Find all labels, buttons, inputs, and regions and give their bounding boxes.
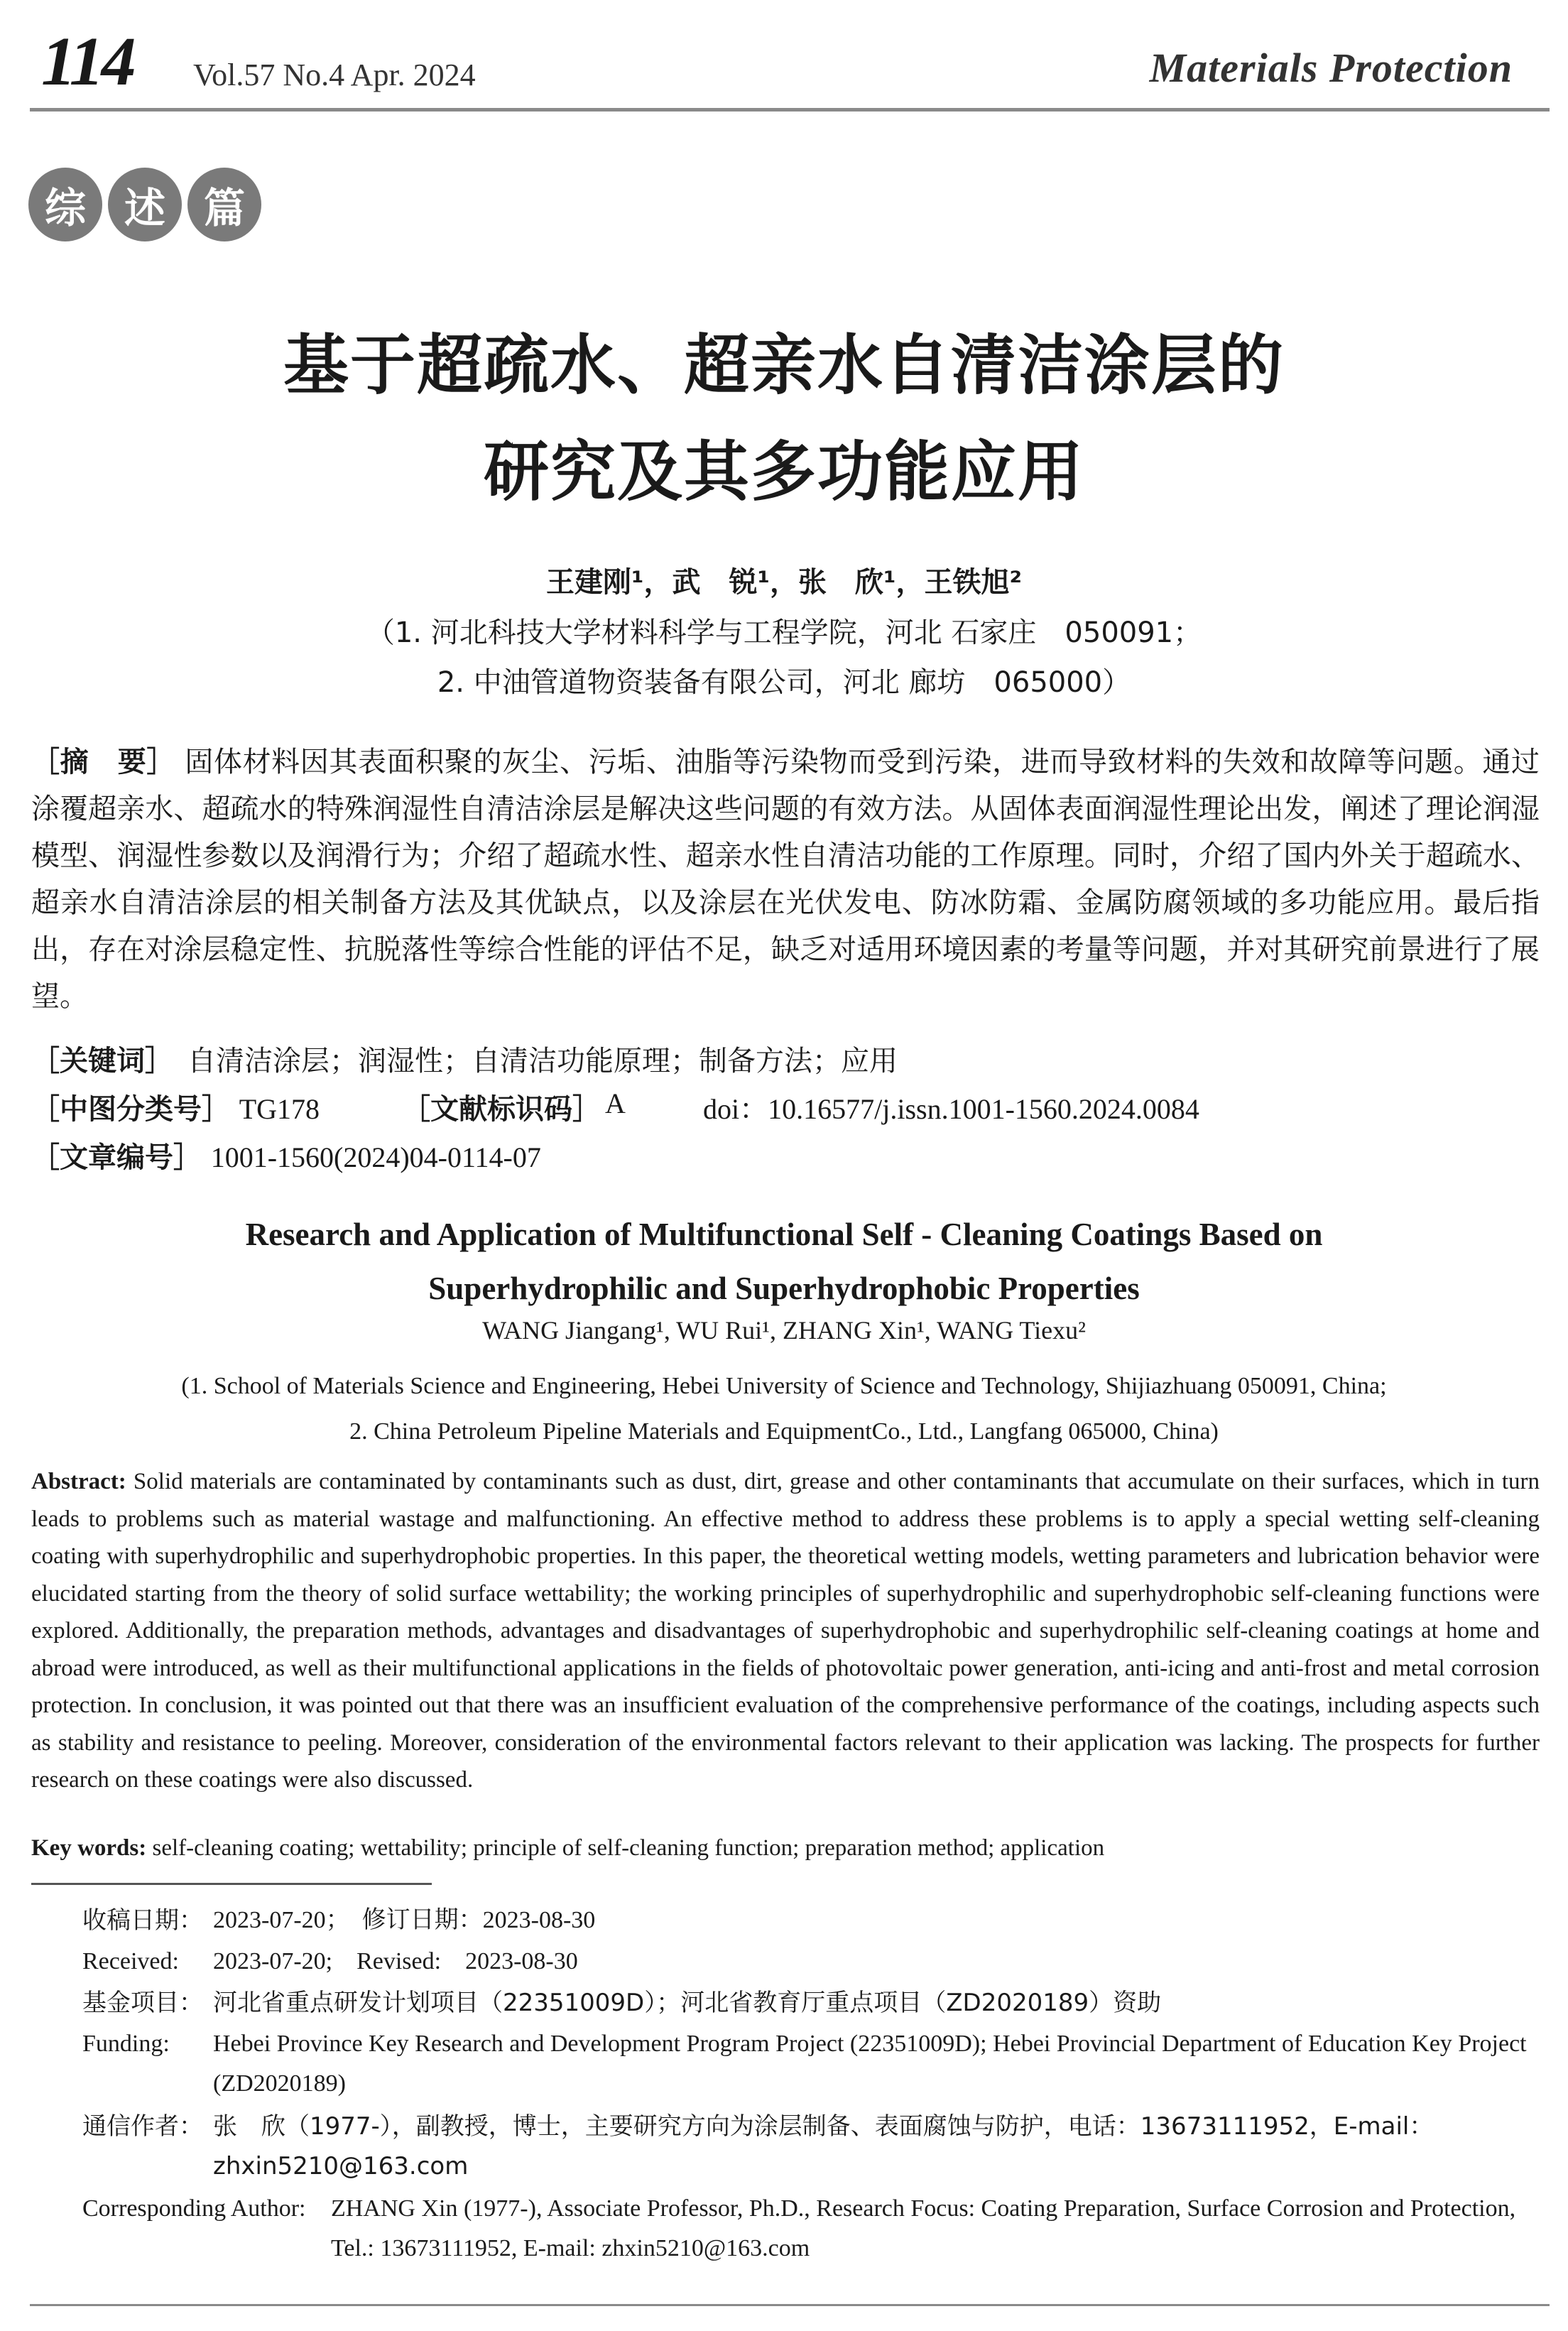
header-rule [30, 108, 1550, 112]
affiliation-en-line: (1. School of Materials Science and Engineering, Hebei University of Science and Technology, Shijiazhuang 050091, China; [181, 1373, 1387, 1399]
authors: 王建刚¹，武 锐¹，张 欣¹，王铁旭² [545, 566, 1023, 599]
received-en: 2023-07-20; Revised: 2023-08-30 [213, 1948, 578, 1974]
article-number-value: 1001-1560(2024)04-0114-07 [210, 1141, 541, 1173]
corresponding-en-label: Corresponding Author: [82, 2195, 306, 2222]
keywords-en [31, 1835, 1540, 1862]
corresponding-cn: 张 欣（1977-），副教授，博士，主要研究方向为涂层制备、表面腐蚀与防护，电话：13673111952，E-mail：zhxin5210@163.com [213, 2112, 1434, 2180]
abstract-en-label: Abstract: [31, 1469, 126, 1494]
keywords-cn-label: ［关键词］ [31, 1045, 159, 1077]
abstract-en [31, 1463, 1540, 1799]
authors-en: WANG Jiangang¹, WU Rui¹, ZHANG Xin¹, WANG Tiexu² [482, 1316, 1086, 1344]
received-en-label: Received: [82, 1948, 179, 1974]
page-number: 114 [41, 23, 134, 100]
keywords-en-label: Key words: [31, 1835, 147, 1861]
paper-title-en-line: Superhydrophilic and Superhydrophobic Properties [428, 1271, 1140, 1306]
paper-title-en-line: Research and Application of Multifunctional Self - Cleaning Coatings Based on [245, 1217, 1323, 1252]
affiliation-line: 2. 中油管道物资装备有限公司，河北 廊坊 065000） [437, 666, 1131, 699]
keywords-cn [31, 1038, 898, 1079]
paper-title-line: 基于超疏水、超亲水自清洁涂层的 [283, 327, 1285, 403]
issue-info: Vol.57 No.4 Apr. 2024 [193, 58, 476, 92]
section-badge: 综 [28, 168, 102, 241]
footnote-rule [31, 1883, 432, 1885]
doc-code-value: A [605, 1087, 626, 1119]
classification-line [31, 1087, 1540, 1127]
article-number-label: ［文章编号］ [31, 1141, 202, 1174]
paper-title-en [71, 1207, 1497, 1315]
article-number [31, 1135, 541, 1175]
funding-cn: 河北省重点研发计划项目（22351009D）；河北省教育厅重点项目（ZD2020189）资助 [213, 1989, 1162, 2017]
clc-value: TG178 [239, 1093, 320, 1125]
funding-cn-label: 基金项目： [82, 1989, 203, 2017]
clc-label: ［中图分类号］ [31, 1093, 230, 1126]
abstract-cn [31, 739, 1540, 1020]
abstract-en-text: Solid materials are contaminated by contaminants such as dust, dirt, grease and other contaminants that accumulate on their surfaces, which in turn leads to problems such as material wastage and malfunctioning. An effective method to address these problems is to apply a special wetting self-cleaning coating with superhydrophilic and superhydrophobic properties. In this paper, the theoretical wetting models, wetting parameters and lubrication behavior were elucidated starting from the theory of solid surface wettability; the working principles of superhydrophilic and superhydrophobic self-cleaning functions were explored. Additionally, the preparation methods, advantages and disadvantages of superhydrophobic and superhydrophilic self-cleaning coatings at home and abroad were introduced, as well as their multifunctional applications in the fields of photovoltaic power generation, anti-icing and anti-frost and metal corrosion protection. In conclusion, it was pointed out that there was an insufficient evaluation of the comprehensive performance of the coatings, including aspects such as stability and resistance to peeling. Moreover, consideration of the environmental factors relevant to their application was lacking. The prospects for further research on these coatings were also discussed. [31, 1469, 1540, 1793]
affiliation-en-line: 2. China Petroleum Pipeline Materials and EquipmentCo., Ltd., Langfang 065000, China) [349, 1418, 1219, 1445]
section-badge: 篇 [187, 168, 261, 241]
funding-en-label: Funding: [82, 2031, 170, 2057]
affiliations-en [43, 1364, 1525, 1455]
affiliations [71, 608, 1497, 707]
funding-en: Hebei Province Key Research and Development Program Project (22351009D); Hebei Provincial Department of Education Key Project (ZD2020189) [213, 2031, 1527, 2097]
keywords-en-text: self-cleaning coating; wettability; principle of self-cleaning function; preparation method; application [152, 1835, 1105, 1861]
doi: doi：10.16577/j.issn.1001-1560.2024.0084 [703, 1093, 1199, 1125]
abstract-cn-label: ［摘 要］ [31, 746, 176, 778]
corresponding-en: ZHANG Xin (1977-), Associate Professor, Ph.D., Research Focus: Coating Preparation, Surface Corrosion and Protection, Tel.: 13673111952, E-mail: zhxin5210@163.com [331, 2195, 1516, 2261]
abstract-cn-text: 固体材料因其表面积聚的灰尘、污垢、油脂等污染物而受到污染，进而导致材料的失效和故障等问题。通过涂覆超亲水、超疏水的特殊润湿性自清洁涂层是解决这些问题的有效方法。从固体表面润湿性理论出发，阐述了理论润湿模型、润湿性参数以及润滑行为；介绍了超疏水性、超亲水性自清洁功能的工作原理。同时，介绍了国内外关于超疏水、超亲水自清洁涂层的相关制备方法及其优缺点，以及涂层在光伏发电、防冰防霜、金属防腐领域的多功能应用。最后指出，存在对涂层稳定性、抗脱落性等综合性能的评估不足，缺乏对适用环境因素的考量等问题，并对其研究前景进行了展望。 [31, 746, 1540, 1013]
journal-name: Materials Protection [1149, 45, 1513, 91]
paper-title [71, 313, 1497, 526]
keywords-cn-text: 自清洁涂层；润湿性；自清洁功能原理；制备方法；应用 [187, 1045, 898, 1077]
corresponding-cn-label: 通信作者： [82, 2112, 203, 2141]
received-cn: 2023-07-20； 修订日期：2023-08-30 [213, 1907, 596, 1933]
footer-rule [30, 2304, 1550, 2306]
section-badge: 述 [108, 168, 182, 241]
received-cn-label: 收稿日期： [82, 1906, 203, 1935]
affiliation-line: （1. 河北科技大学材料科学与工程学院，河北 石家庄 050091； [366, 616, 1202, 649]
paper-title-line: 研究及其多功能应用 [483, 434, 1084, 510]
doc-code-label: ［文献标识码］ [402, 1093, 601, 1126]
section-badges [28, 168, 261, 241]
